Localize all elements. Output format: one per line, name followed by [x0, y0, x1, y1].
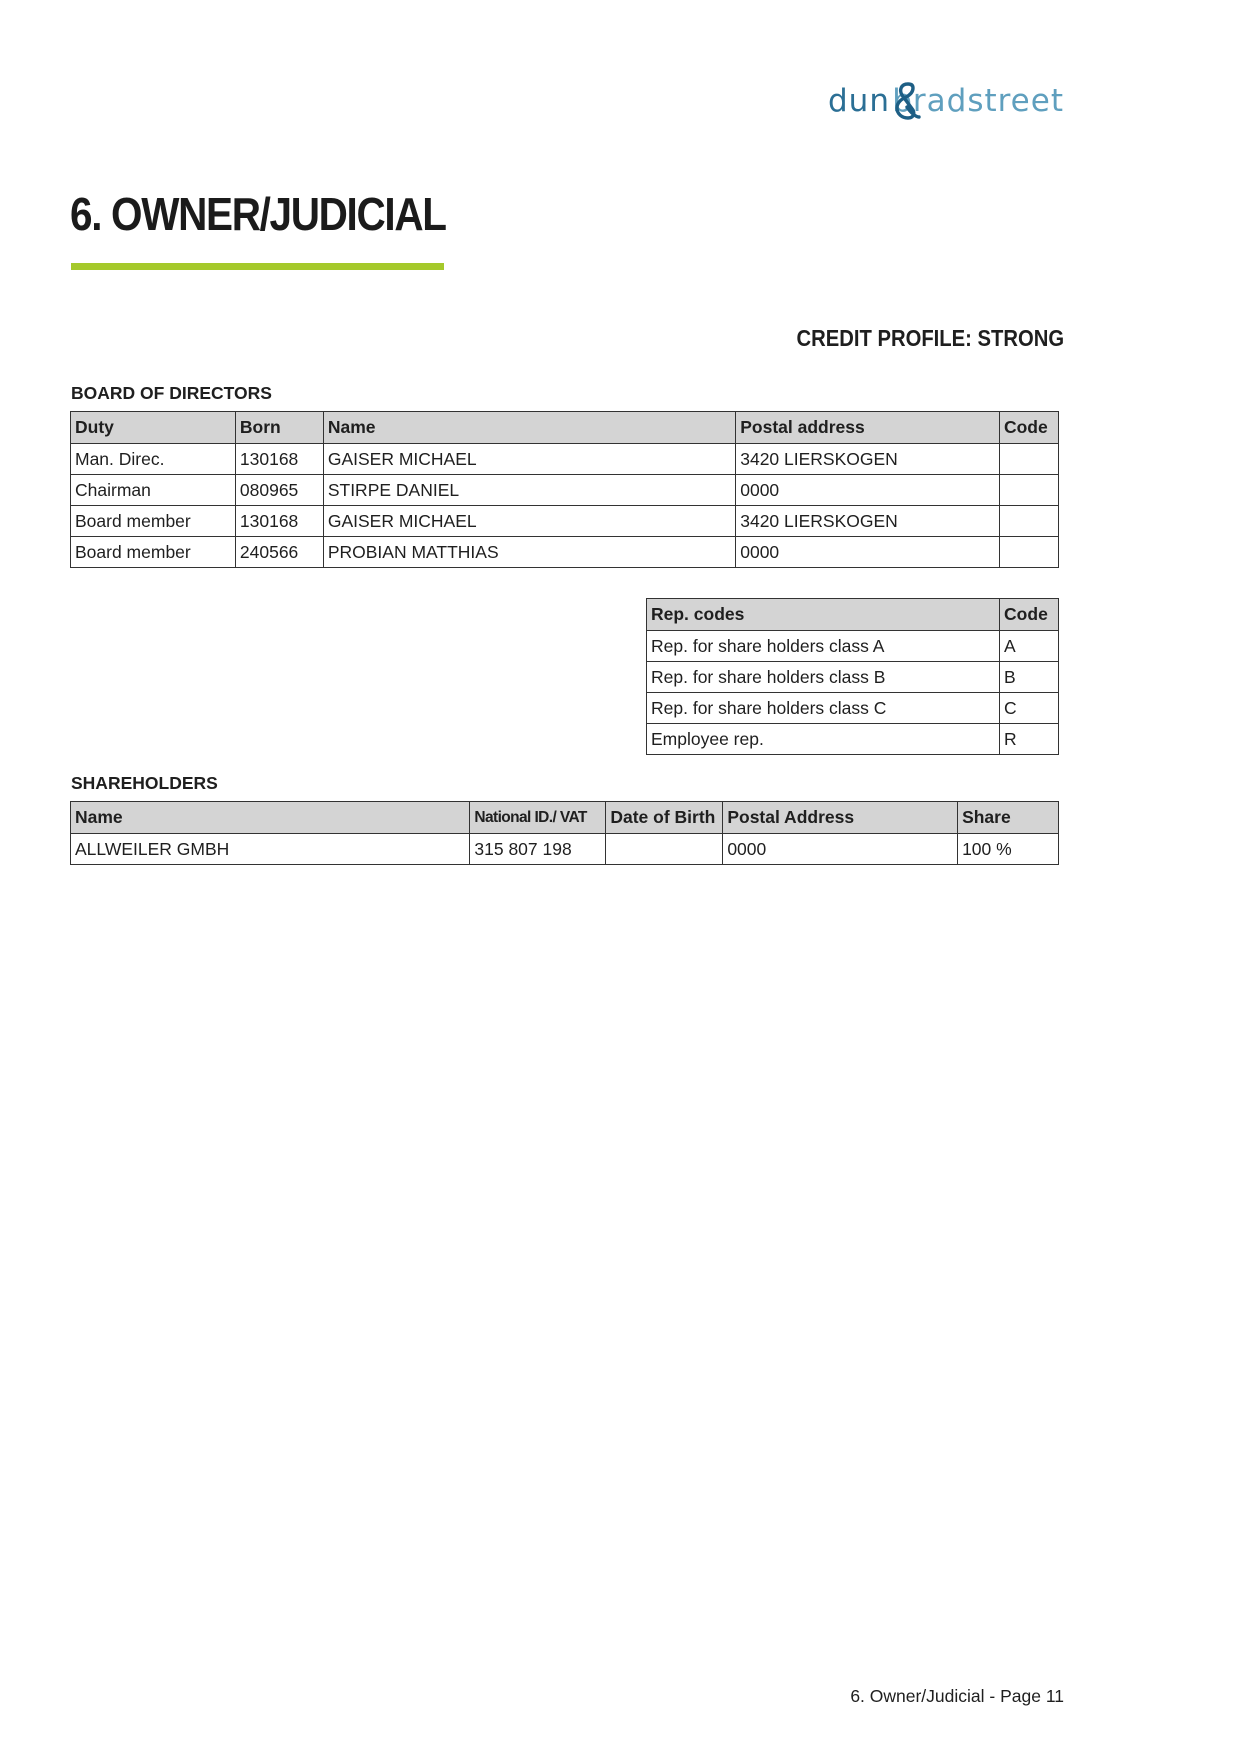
column-header-national-id-vat: National ID./ VAT [470, 802, 606, 834]
shareholders-heading: SHAREHOLDERS [71, 773, 218, 793]
cell-name: PROBIAN MATTHIAS [323, 537, 735, 568]
cell-born: 130168 [235, 444, 323, 475]
table-row [647, 662, 1059, 693]
column-header-code: Code [1000, 599, 1059, 631]
cell-name: GAISER MICHAEL [323, 506, 735, 537]
cell-postal-address: 0000 [723, 834, 958, 865]
table-header-row [71, 802, 1059, 834]
cell-postal-address: 0000 [736, 537, 1000, 568]
cell-rep-description: Rep. for share holders class B [647, 662, 1000, 693]
cell-duty: Chairman [71, 475, 236, 506]
column-header-postal-address: Postal Address [723, 802, 958, 834]
cell-code: C [1000, 693, 1059, 724]
cell-code [999, 475, 1058, 506]
column-header-born: Born [235, 412, 323, 444]
table-row [71, 444, 1059, 475]
table-row [71, 506, 1059, 537]
cell-code: A [1000, 631, 1059, 662]
cell-born: 130168 [235, 506, 323, 537]
table-row [71, 537, 1059, 568]
cell-share: 100 % [958, 834, 1059, 865]
section-title-underline [71, 263, 444, 270]
column-header-rep-codes: Rep. codes [647, 599, 1000, 631]
shareholders-table [70, 801, 1059, 865]
cell-rep-description: Rep. for share holders class A [647, 631, 1000, 662]
column-header-code: Code [999, 412, 1058, 444]
cell-born: 240566 [235, 537, 323, 568]
column-header-share: Share [958, 802, 1059, 834]
cell-rep-description: Rep. for share holders class C [647, 693, 1000, 724]
column-header-name: Name [323, 412, 735, 444]
cell-postal-address: 3420 LIERSKOGEN [736, 506, 1000, 537]
cell-postal-address: 3420 LIERSKOGEN [736, 444, 1000, 475]
cell-code: B [1000, 662, 1059, 693]
cell-code [999, 506, 1058, 537]
table-row [647, 724, 1059, 755]
column-header-postal-address: Postal address [736, 412, 1000, 444]
column-header-duty: Duty [71, 412, 236, 444]
page-footer: 6. Owner/Judicial - Page 11 [850, 1686, 1064, 1706]
cell-code: R [1000, 724, 1059, 755]
cell-code [999, 444, 1058, 475]
credit-profile-label: CREDIT PROFILE: STRONG [796, 325, 1064, 351]
section-title: 6. OWNER/JUDICIAL [70, 188, 446, 240]
table-row [71, 834, 1059, 865]
cell-code [999, 537, 1058, 568]
cell-duty: Man. Direc. [71, 444, 236, 475]
cell-name: ALLWEILER GMBH [71, 834, 470, 865]
cell-born: 080965 [235, 475, 323, 506]
rep-codes-table [646, 598, 1059, 755]
cell-postal-address: 0000 [736, 475, 1000, 506]
dun-bradstreet-logo [828, 80, 1064, 122]
table-header-row [647, 599, 1059, 631]
table-row [647, 693, 1059, 724]
column-header-name: Name [71, 802, 470, 834]
logo-word-dun: dun [828, 83, 890, 119]
board-of-directors-heading: BOARD OF DIRECTORS [71, 383, 272, 403]
cell-rep-description: Employee rep. [647, 724, 1000, 755]
cell-national-id-vat: 315 807 198 [470, 834, 606, 865]
table-row [71, 475, 1059, 506]
cell-name: STIRPE DANIEL [323, 475, 735, 506]
cell-name: GAISER MICHAEL [323, 444, 735, 475]
table-header-row [71, 412, 1059, 444]
cell-date-of-birth [606, 834, 723, 865]
column-header-date-of-birth: Date of Birth [606, 802, 723, 834]
logo-word-bradstreet: bradstreet [892, 83, 1064, 119]
table-row [647, 631, 1059, 662]
cell-duty: Board member [71, 537, 236, 568]
board-of-directors-table [70, 411, 1059, 568]
cell-duty: Board member [71, 506, 236, 537]
